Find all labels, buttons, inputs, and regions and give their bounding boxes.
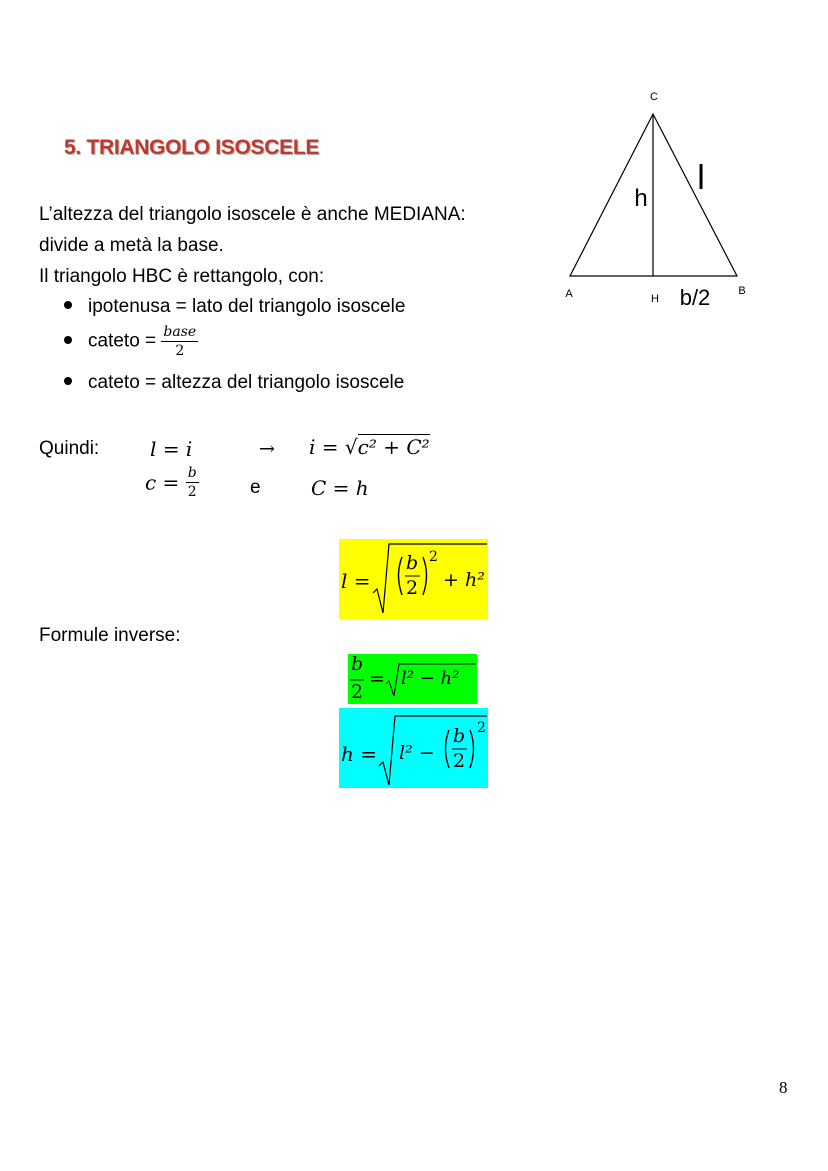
bullet-ipotenusa: ipotenusa = lato del triangolo isoscele <box>64 296 405 318</box>
inverse-f1-radicand: l² − h² <box>401 668 460 689</box>
inverse-f2-den: 2 <box>453 750 466 772</box>
vertex-label-a: A <box>565 288 573 300</box>
inverse-f2-lhs: h = <box>341 742 377 766</box>
inverse-f1-eq: = <box>369 668 385 690</box>
main-formula-exp: 2 <box>429 549 438 565</box>
isosceles-triangle-diagram <box>550 80 770 320</box>
intro-line-2: divide a metà la base. <box>39 235 224 256</box>
page-number: 8 <box>779 1078 788 1097</box>
bullet-cateto-altezza: cateto = altezza del triangolo isoscele <box>64 372 404 394</box>
half-base-label: b/2 <box>679 285 711 310</box>
main-formula-num: b <box>406 552 419 574</box>
intro-line-3: Il triangolo HBC è rettangolo, con: <box>39 266 325 287</box>
quindi-label: Quindi: <box>39 438 100 459</box>
connector-e: e <box>250 477 261 498</box>
vertex-label-h: H <box>651 293 659 305</box>
main-formula-box <box>339 539 488 619</box>
inverse-formula-half-base-box <box>348 654 477 704</box>
arrow-symbol: → <box>259 438 275 460</box>
equation-C-equals-h: C = h <box>311 476 369 500</box>
bullet-dot <box>64 377 72 385</box>
main-formula-den: 2 <box>406 577 419 599</box>
main-formula-lhs: l = <box>341 569 371 593</box>
bullet-dot <box>64 301 72 309</box>
vertex-label-c: C <box>650 91 658 103</box>
height-label: h <box>634 185 648 212</box>
vertex-label-b: B <box>738 285 746 297</box>
intro-paragraph <box>39 199 466 292</box>
main-formula-plus: + h² <box>443 569 485 591</box>
equation-i-sqrt: i = √c² + C² <box>309 435 430 459</box>
intro-line-1: L’altezza del triangolo isoscele è anche MEDIANA: <box>39 204 466 225</box>
inverse-f2-exp: 2 <box>477 720 486 736</box>
section-title: 5. TRIANGOLO ISOSCELE <box>64 136 320 159</box>
inverse-formula-height-box <box>339 708 488 788</box>
equation-l-equals-i: l = i <box>150 437 193 461</box>
inverse-label: Formule inverse: <box>39 625 181 646</box>
inverse-f2-l: l² − <box>399 742 435 764</box>
equation-c-equals-b-half: c = $\frac{b}{2}$ <box>145 465 197 500</box>
sqrt-symbol: √ <box>344 435 358 459</box>
side-label: l <box>697 159 705 197</box>
inverse-f1-den: 2 <box>351 681 364 703</box>
bullet-dot <box>64 336 72 344</box>
bullet-cateto-base: cateto = $\frac{\text{base}}{2}$ <box>64 325 198 358</box>
fraction-base-over-2: $\frac{\text{base}}{2}$ <box>163 324 197 359</box>
inverse-f2-num: b <box>453 725 466 747</box>
inverse-f1-num: b <box>351 653 364 675</box>
